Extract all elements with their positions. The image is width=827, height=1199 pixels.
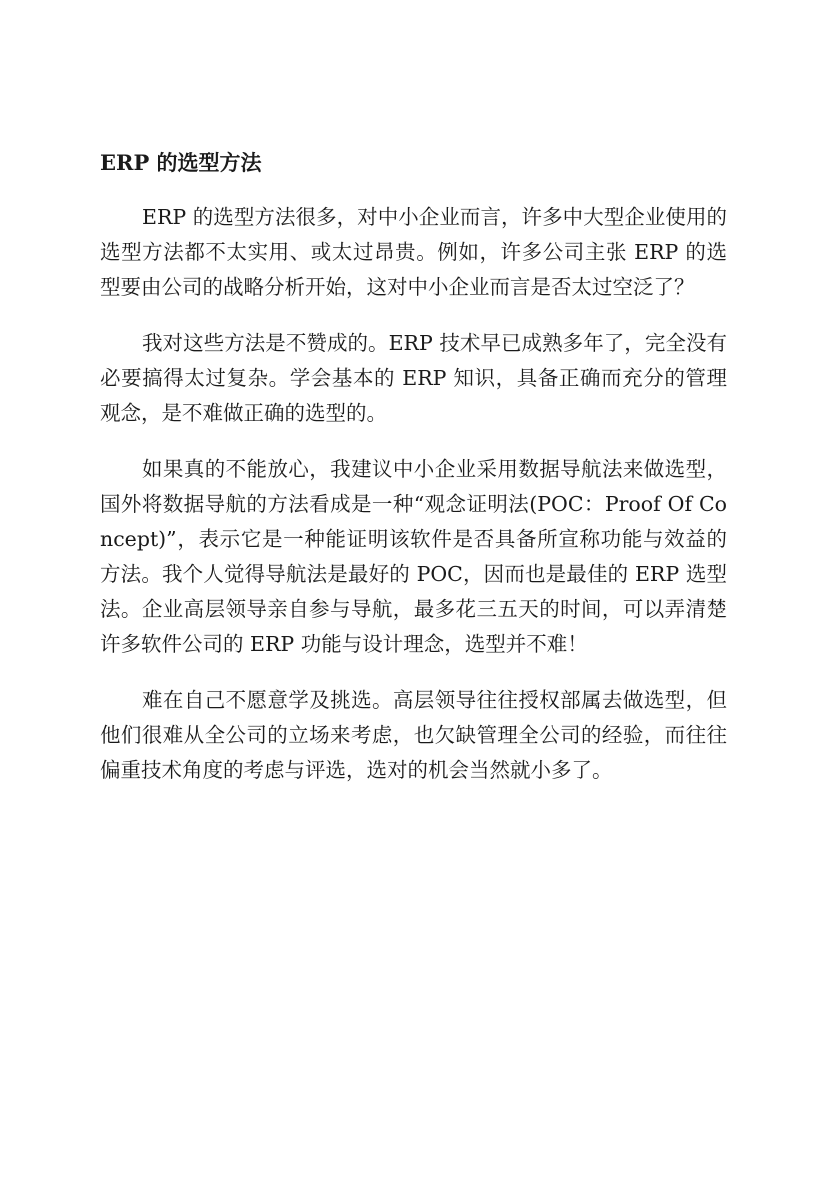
paragraph: ERP 的选型方法很多，对中小企业而言，许多中大型企业使用的选型方法都不太实用、或太过昂贵。例如，许多公司主张 ERP 的选型要由公司的战略分析开始，这对中小企业而言是否太过空泛了？ <box>100 205 727 299</box>
paragraph: 我对这些方法是不赞成的。ERP 技术早已成熟多年了，完全没有必要搞得太过复杂。学会基本的 ERP 知识，具备正确而充分的管理观念，是不难做正确的选型的。 <box>100 331 727 425</box>
document-body <box>100 200 727 809</box>
document-title: ERP 的选型方法 <box>100 150 262 175</box>
paragraph: 难在自己不愿意学及挑选。高层领导往往授权部属去做选型，但他们很难从全公司的立场来考虑，也欠缺管理全公司的经验，而往往偏重技术角度的考虑与评选，选对的机会当然就小多了。 <box>100 688 727 782</box>
paragraph: 如果真的不能放心，我建议中小企业采用数据导航法来做选型，国外将数据导航的方法看成是一种“观念证明法(POC：Proof Of Concept)”，表示它是一种能证明该软件是否具备所宣称功能与效益的方法。我个人觉得导航法是最好的 POC，因而也是最佳的 ERP 选型法。企业高层领导亲自参与导航，最多花三五天的时间，可以弄清楚许多软件公司的 ERP 功能与设计理念，选型并不难！ <box>100 457 727 656</box>
